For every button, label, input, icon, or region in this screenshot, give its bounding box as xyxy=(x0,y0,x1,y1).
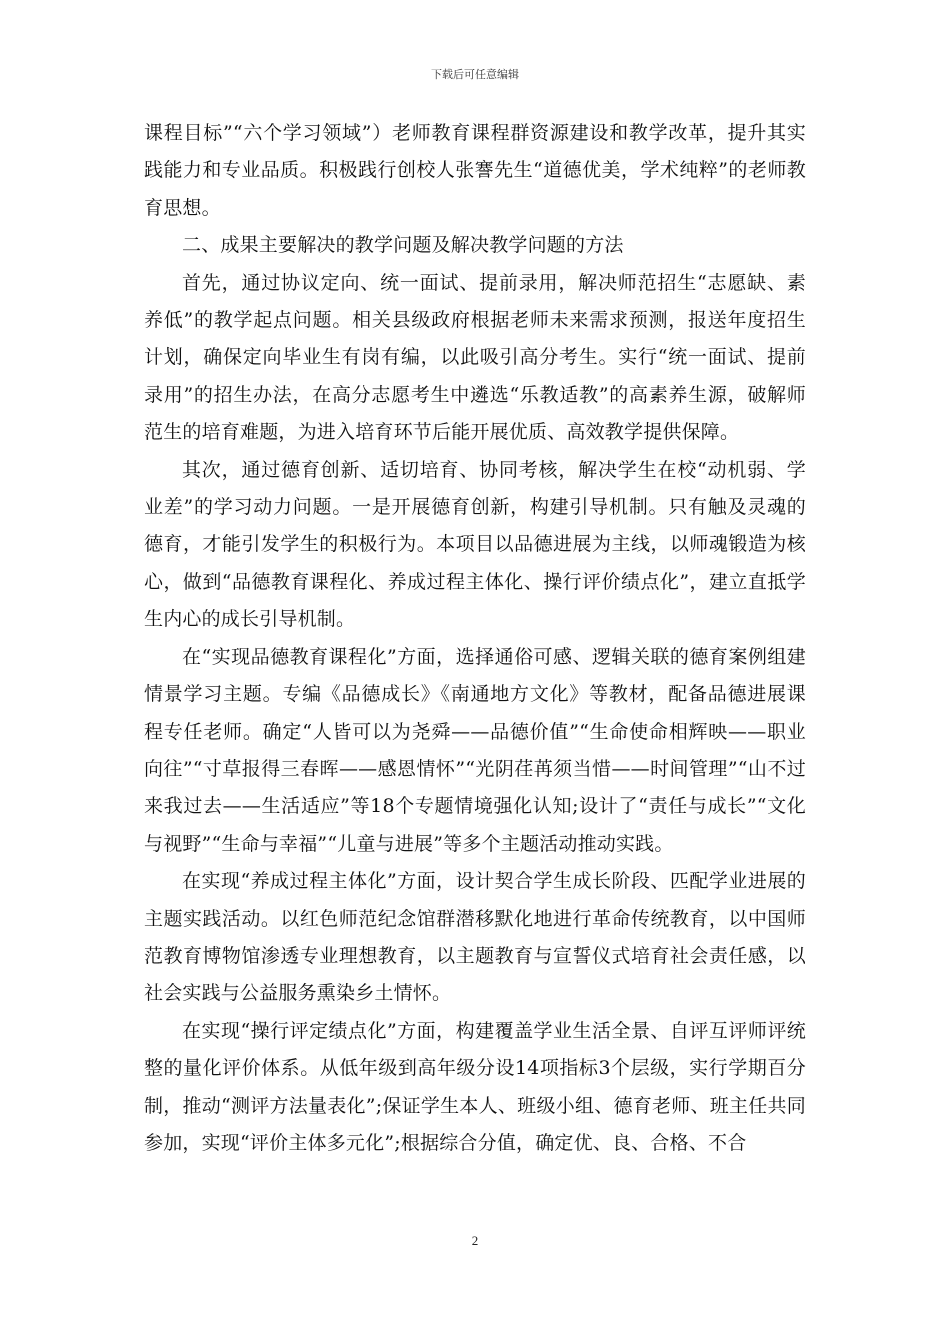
body-paragraph: 首先，通过协议定向、统一面试、提前录用，解决师范招生“志愿缺、素养低”的教学起点问题。相关县级政府根据老师未来需求预测，报送年度招生计划，确保定向毕业生有岗有编，以此吸引高分考生。实行“统一面试、提前录用”的招生办法，在高分志愿考生中遴选“乐教适教”的高素养生源，破解师范生的培育难题，为进入培育环节后能开展优质、高效教学提供保障。 xyxy=(144,271,806,444)
body-paragraph: 课程目标”“六个学习领域”）老师教育课程群资源建设和教学改革，提升其实践能力和专业品质。积极践行创校人张謇先生“道德优美，学术纯粹”的老师教育思想。 xyxy=(144,122,806,219)
body-paragraph: 在实现“养成过程主体化”方面，设计契合学生成长阶段、匹配学业进展的主题实践活动。以红色师范纪念馆群潜移默化地进行革命传统教育，以中国师范教育博物馆渗透专业理想教育，以主题教育与宣誓仪式培育社会责任感，以社会实践与公益服务熏染乡土情怀。 xyxy=(144,870,806,1005)
document-body xyxy=(144,115,806,1162)
page-number: 2 xyxy=(471,1233,479,1248)
section-heading: 二、成果主要解决的教学问题及解决教学问题的方法 xyxy=(182,234,624,257)
body-paragraph: 其次，通过德育创新、适切培育、协同考核，解决学生在校“动机弱、学业差”的学习动力问题。一是开展德育创新，构建引导机制。只有触及灵魂的德育，才能引发学生的积极行为。本项目以品德进展为主线，以师魂锻造为核心，做到“品德教育课程化、养成过程主体化、操行评价绩点化”，建立直抵学生内心的成长引导机制。 xyxy=(144,458,806,631)
page-header: 下载后可任意编辑 xyxy=(431,68,519,81)
body-paragraph: 在“实现品德教育课程化”方面，选择通俗可感、逻辑关联的德育案例组建情景学习主题。专编《品德成长》《南通地方文化》等教材，配备品德进展课程专任老师。确定“人皆可以为尧舜——品德价值”“生命使命相辉映——职业向往”“寸草报得三春晖——感恩情怀”“光阴荏苒须当惜——时间管理”“山不过来我过去——生活适应”等18个专题情境强化认知;设计了“责任与成长”“文化与视野”“生命与幸福”“儿童与进展”等多个主题活动推动实践。 xyxy=(144,645,806,855)
body-paragraph: 在实现“操行评定绩点化”方面，构建覆盖学业生活全景、自评互评师评统整的量化评价体系。从低年级到高年级分设14项指标3个层级，实行学期百分制，推动“测评方法量表化”;保证学生本人、班级小组、德育老师、班主任共同参加，实现“评价主体多元化”;根据综合分值，确定优、良、合格、不合 xyxy=(144,1019,806,1154)
